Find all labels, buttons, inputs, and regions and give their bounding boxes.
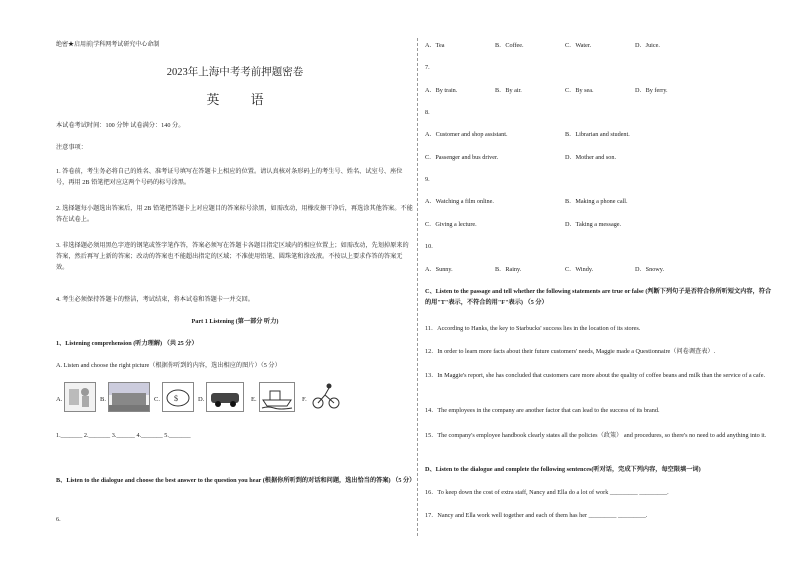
q6-option-d: D．Juice. — [635, 42, 660, 49]
question-16: 16．To keep down the cost of extra staff, Nancy and Ella do a lot of work _________ _________. — [425, 489, 669, 496]
exam-title: 2023年上海中考考前押题密卷 — [166, 67, 304, 78]
q9-option-a: A．Watching a film online. — [425, 198, 494, 205]
section-d-heading: D、Listen to the dialogue and complete the following sentences(听对话，完成下列内容，每空限填一词) — [425, 466, 701, 473]
q10-option-c: C．Windy. — [565, 266, 594, 273]
part-1-heading: Part 1 Listening (第一部分 听力) — [191, 318, 279, 325]
pic-label-f: F. — [302, 396, 307, 403]
q7-option-d: D．By ferry. — [635, 87, 668, 94]
q7-option-b: B．By air. — [495, 87, 522, 94]
subject-title: 英 语 — [206, 92, 278, 107]
question-11: 11．According to Hanks, the key to Starbucks' success lies in the location of its stores. — [425, 325, 641, 332]
note-4: 4. 考生必须保持答题卡的整洁，考试结束，将本试卷和答题卡一并交回。 — [56, 296, 254, 303]
exam-info: 本试卷考试时间：100 分钟 试卷满分：140 分。 — [56, 122, 185, 129]
picture-d-car — [206, 382, 244, 412]
q8-option-d: D．Mother and son. — [565, 154, 617, 161]
picture-row — [56, 382, 416, 424]
question-12: 12．In order to learn more facts about their future customers' needs, Maggie made a Questionnaire（问卷调查表）. — [425, 348, 716, 355]
question-9-number: 9. — [425, 176, 430, 183]
question-14: 14．The employees in the company are another factor that can lead to the success of its brand. — [425, 407, 660, 414]
q8-option-a: A．Customer and shop assistant. — [425, 131, 508, 138]
section-c-heading: C、Listen to the passage and tell whether the following statements are true or false (判断下列句子是否符合你所听短文内容，符合的用"T"表示，不符合的用"F"表示) （5 分） — [425, 288, 772, 307]
q6-option-b: B．Coffee. — [495, 42, 524, 49]
picture-e-ship — [259, 382, 295, 412]
section-1-heading: 1、Listening comprehension (听力理解) （共 25 分） — [56, 340, 198, 347]
notes-heading: 注意事项： — [56, 144, 87, 151]
section-b-heading: B、Listen to the dialogue and choose the best answer to the question you hear (根据你所听到的对话和问题，选出恰当的答案) （5 分） — [56, 477, 416, 484]
pic-label-b: B. — [100, 396, 106, 403]
note-3: 3. 非选择题必须用黑色字迹的钢笔或签字笔作答，答案必须写在答题卡各题目指定区域内的相应位置上；如需改动，先划掉原来的答案，然后再写上新的答案；改动的答案也不能超出指定的区域；不准使用铅笔、圆珠笔和涂改液。不按以上要求作答的答案无效。 — [56, 242, 409, 272]
q9-option-d: D．Taking a message. — [565, 221, 622, 228]
question-13: 13．In Maggie's report, she has concluded that customers care more about the quality of coffee beans and milk than the service of a cafe. — [425, 372, 765, 379]
q10-option-b: B．Rainy. — [495, 266, 522, 273]
picture-b-building — [108, 382, 150, 412]
answer-blanks: 1._______ 2._______ 3.______ 4._______ 5._______ — [56, 432, 191, 439]
q6-option-a: A．Tea — [425, 42, 445, 49]
q9-option-b: B．Making a phone call. — [565, 198, 628, 205]
question-8-number: 8. — [425, 109, 430, 116]
pic-label-d: D. — [198, 396, 205, 403]
q7-option-c: C．By sea. — [565, 87, 594, 94]
q8-option-c: C．Passenger and bus driver. — [425, 154, 499, 161]
question-6-number: 6. — [56, 516, 61, 523]
picture-f-cyclist — [310, 382, 342, 410]
q6-option-c: C．Water. — [565, 42, 592, 49]
q8-option-b: B．Librarian and student. — [565, 131, 630, 138]
pic-label-e: E. — [251, 396, 257, 403]
question-15: 15．The company's employee handbook clearly states all the policies（政策） and procedures, so there's no need to add anything into it. — [425, 432, 767, 439]
q9-option-c: C．Giving a lecture. — [425, 221, 477, 228]
q10-option-a: A．Sunny. — [425, 266, 453, 273]
picture-a-medical — [64, 382, 96, 412]
section-a-heading: A. Listen and choose the right picture（根据你听到的内容，选出相应的图片）（5 分） — [56, 362, 281, 369]
question-7-number: 7. — [425, 64, 430, 71]
question-17: 17．Nancy and Ella work well together and each of them has her _________ _________. — [425, 512, 648, 519]
top-notice: 绝密★启用前|学科网考试研究中心命制 — [56, 42, 160, 48]
column-divider — [417, 38, 418, 536]
pic-label-a: A. — [56, 396, 63, 403]
note-2: 2. 选择题每小题选出答案后，用 2B 铅笔把答题卡上对应题目的答案标号涂黑，如需改动，用橡皮擦干净后，再选涂其他答案。不能答在试卷上。 — [56, 205, 413, 224]
pic-label-c: C. — [154, 396, 160, 403]
q10-option-d: D．Snowy. — [635, 266, 664, 273]
picture-c-piggy-bank — [162, 382, 194, 412]
q7-option-a: A．By train. — [425, 87, 458, 94]
note-1: 1. 答卷前，考生务必将自己的姓名、准考证号填写在答题卡上相应的位置。请认真核对条形码上的考生号、姓名、试室号、座位号，再用 2B 铅笔把对应这两个号码的标号涂黑。 — [56, 168, 403, 187]
question-10-number: 10. — [425, 243, 433, 250]
svg-text:$: $ — [174, 394, 178, 403]
